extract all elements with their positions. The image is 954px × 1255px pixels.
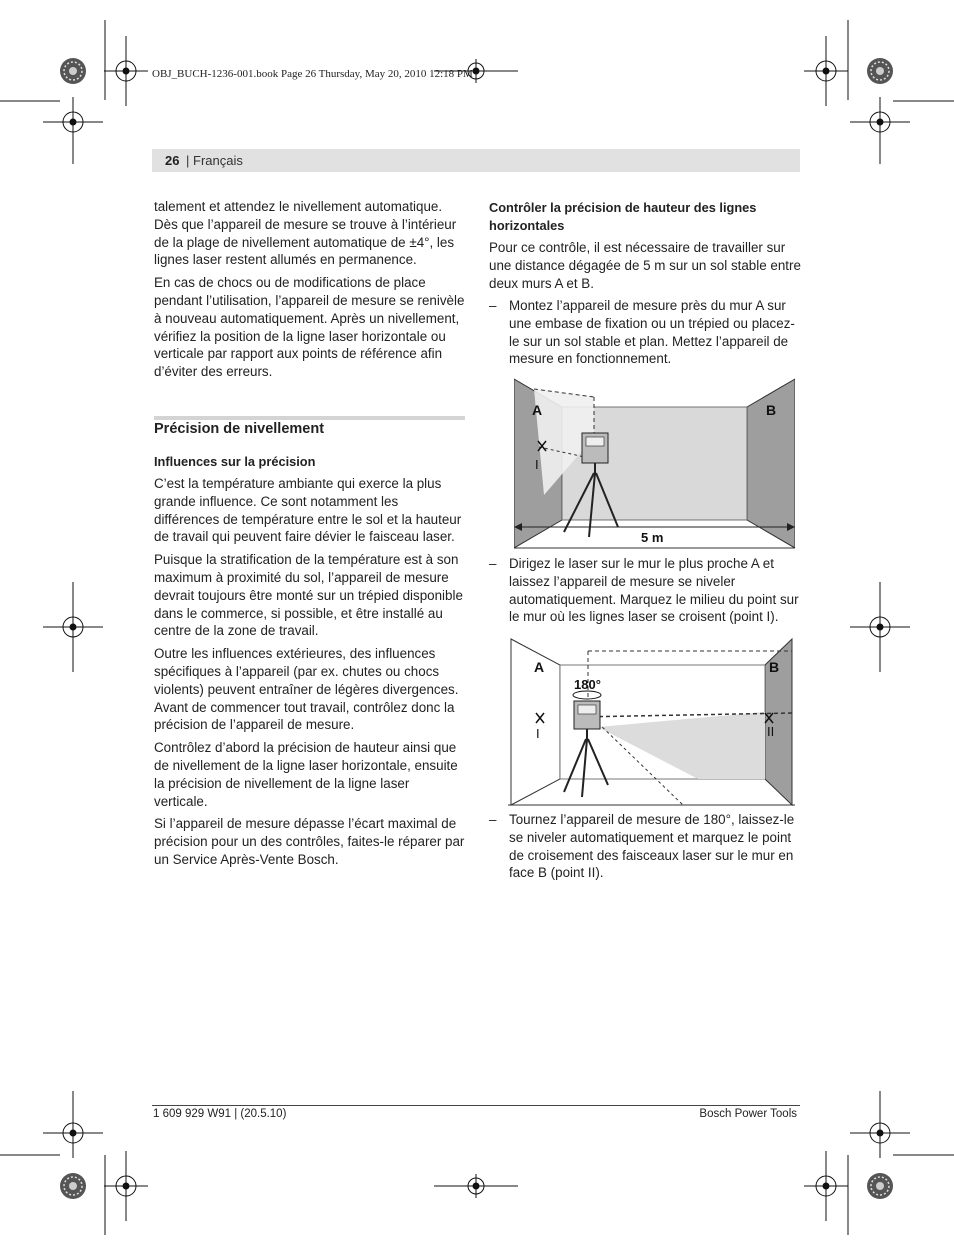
footer-rule (152, 1105, 800, 1106)
paragraph: En cas de chocs ou de modifications de place pendant l’utilisation, l’appareil de mesure se renivèle à nouveau automatiquement. Après un nivellement, vérifiez la position de la ligne laser horizontale ou verticale par rapport aux points de référence afin d’éviter des erreurs. (154, 275, 465, 380)
page-number: 26 (165, 153, 180, 168)
paragraph: C’est la température ambiante qui exerce la plus grande influence. Ce sont notamment les différences de température entre le sol et la hauteur de travail qui peuvent faire dévier le faisceau laser. (154, 476, 462, 545)
right-heading: Contrôler la précision de hauteur des lignes horizontales (489, 200, 757, 233)
paragraph: Si l’appareil de mesure dépasse l’écart maximal de précision pour un des contrôles, faites-le réparer par un Service Après-Vente Bosch. (154, 816, 465, 867)
step-1-text: Montez l’appareil de mesure près du mur A sur une embase de fixation ou un trépied ou placez-le sur un sol stable et plan. Mettez l’appareil de mesure en fonctionnement. (509, 298, 795, 367)
point-a-label: I (536, 726, 540, 741)
wall-a-label: A (532, 402, 543, 418)
wall-a-label: A (534, 659, 545, 675)
section-title: Précision de nivellement (154, 421, 325, 437)
point-b-label: II (767, 724, 775, 739)
paragraph: Puisque la stratification de la température est à son maximum à proximité du sol, l’appareil de mesure devrait toujours être monté sur un trépied disponible dans le commerce, si possible, et être installé au centre de la zone de travail. (154, 552, 463, 639)
figure-setup-wall-a (514, 377, 795, 549)
figure-rotate-180 (508, 637, 795, 807)
left-column-body (154, 475, 466, 874)
rotation-label: 180° (574, 677, 601, 692)
wall-b-label: B (769, 659, 780, 675)
point-label: I (535, 457, 539, 472)
header-language: | Français (186, 153, 243, 168)
paragraph: talement et attendez le nivellement automatique. Dès que l’appareil de mesure se trouve à l’intérieur de la plage de nivellement automatique de ±4°, les lignes laser restent allumés en permanence. (154, 199, 457, 268)
left-column (154, 198, 466, 386)
page-header (152, 149, 800, 172)
right-intro (489, 239, 801, 297)
distance-label: 5 m (641, 530, 664, 545)
paragraph: Pour ce contrôle, il est nécessaire de travailler sur une distance dégagée de 5 m sur un sol stable entre deux murs A et B. (489, 240, 801, 291)
footer-right: Bosch Power Tools (699, 1108, 797, 1120)
paragraph: Outre les influences extérieures, des influences spécifiques à l’appareil (par ex. chutes ou chocs violents) peuvent entraîner de légères divergences. Avant de commencer tout travail, contrôlez donc la précision de l’appareil de mesure. (154, 646, 459, 733)
step-3-text: Tournez l’appareil de mesure de 180°, laissez-le se niveler automatiquement et marquez le point de croisement des faisceaux laser sur le mur en face B (point II). (509, 812, 795, 881)
section-rule (154, 416, 465, 420)
wall-b-label: B (766, 402, 777, 418)
paragraph: Contrôlez d’abord la précision de hauteur ainsi que de nivellement de la ligne laser horizontale, ensuite la précision de nivellement de la ligne laser verticale. (154, 740, 458, 809)
footer-left: 1 609 929 W91 | (20.5.10) (153, 1108, 287, 1120)
step-2-text: Dirigez le laser sur le mur le plus proche A et laissez l’appareil de mesure se niveler automatiquement. Marquez le milieu du point sur le mur où les lignes laser se croisent (point I). (509, 556, 799, 625)
subsection-title: Influences sur la précision (154, 454, 316, 469)
print-info: OBJ_BUCH-1236-001.book Page 26 Thursday, May 20, 2010 12:18 PM (152, 68, 473, 80)
